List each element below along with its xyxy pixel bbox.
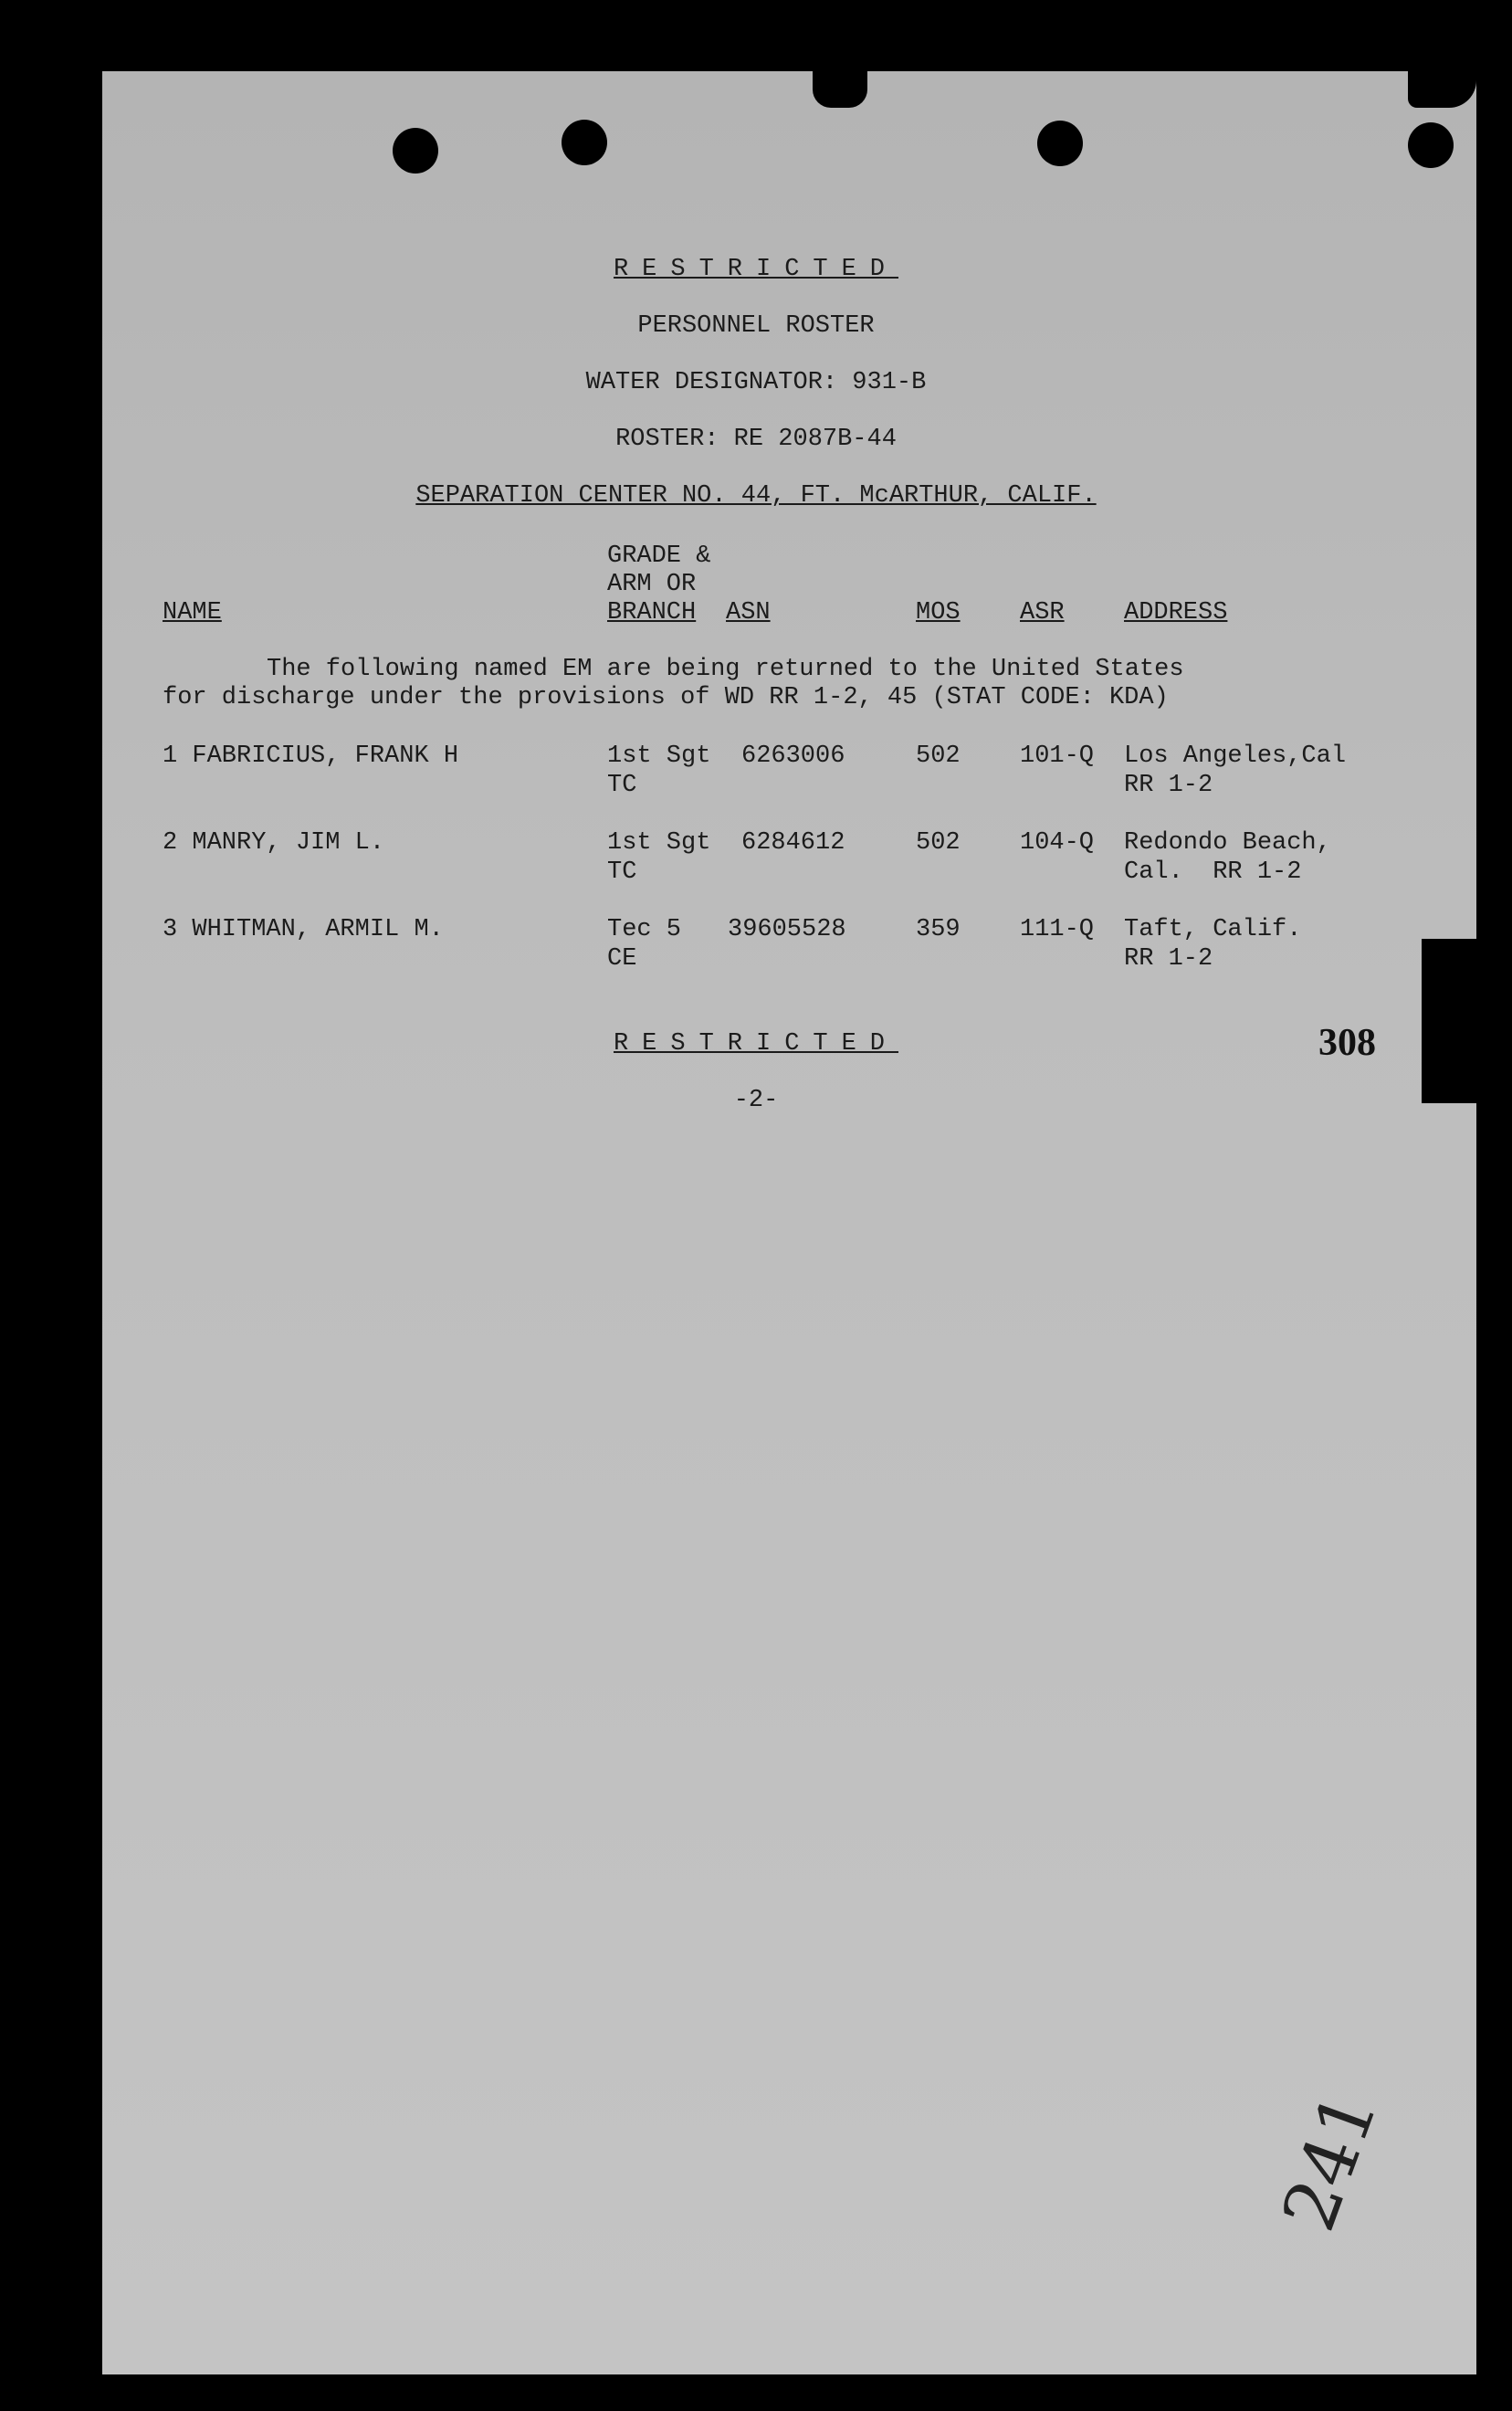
torn-edge bbox=[813, 71, 867, 108]
intro-line-2: for discharge under the provisions of WD RR 1-2, 45 (STAT CODE: KDA) bbox=[163, 684, 1169, 711]
row-asr: 111-Q bbox=[1020, 916, 1095, 943]
doc-type: PERSONNEL ROSTER bbox=[637, 312, 875, 340]
document-paper bbox=[102, 71, 1476, 2374]
row-asn: 39605528 bbox=[728, 916, 846, 943]
row-asr: 101-Q bbox=[1020, 742, 1095, 770]
page-number: -2- bbox=[733, 1087, 779, 1114]
row-mos: 502 bbox=[916, 742, 961, 770]
row-address-line2: RR 1-2 bbox=[1124, 945, 1213, 973]
column-grade-line3: BRANCH bbox=[607, 599, 697, 626]
row-address-line1: Los Angeles,Cal bbox=[1124, 742, 1347, 770]
punch-hole bbox=[1037, 121, 1083, 166]
classification-top: RESTRICTED bbox=[613, 256, 899, 283]
handwritten-number: 241 bbox=[1265, 2080, 1394, 2242]
row-mos: 359 bbox=[916, 916, 961, 943]
row-asn: 6284612 bbox=[741, 829, 845, 857]
row-address-line2: Cal. RR 1-2 bbox=[1124, 858, 1302, 886]
row-name: 1 FABRICIUS, FRANK H bbox=[163, 742, 459, 770]
row-name: 3 WHITMAN, ARMIL M. bbox=[163, 916, 444, 943]
column-asn: ASN bbox=[726, 599, 771, 626]
column-asr: ASR bbox=[1020, 599, 1065, 626]
separation-center: SEPARATION CENTER NO. 44, FT. McARTHUR, CALIF. bbox=[415, 482, 1097, 510]
water-designator: WATER DESIGNATOR: 931-B bbox=[585, 369, 927, 396]
row-grade: Tec 5 bbox=[607, 916, 682, 943]
row-grade: 1st Sgt bbox=[607, 829, 711, 857]
row-branch: CE bbox=[607, 945, 637, 973]
intro-line-1: The following named EM are being returned to the United States bbox=[267, 656, 1184, 683]
roster-number: ROSTER: RE 2087B-44 bbox=[615, 426, 897, 453]
row-address-line1: Redondo Beach, bbox=[1124, 829, 1331, 857]
row-asr: 104-Q bbox=[1020, 829, 1095, 857]
row-address-line1: Taft, Calif. bbox=[1124, 916, 1302, 943]
column-grade-line1: GRADE & bbox=[607, 542, 711, 570]
row-branch: TC bbox=[607, 858, 637, 886]
punch-hole bbox=[1408, 122, 1454, 168]
column-name: NAME bbox=[163, 599, 222, 626]
row-address-line2: RR 1-2 bbox=[1124, 772, 1213, 799]
stamp-number: 308 bbox=[1318, 1022, 1376, 1064]
row-name: 2 MANRY, JIM L. bbox=[163, 829, 385, 857]
column-mos: MOS bbox=[916, 599, 961, 626]
classification-bottom: RESTRICTED bbox=[613, 1030, 899, 1058]
row-asn: 6263006 bbox=[741, 742, 845, 770]
row-grade: 1st Sgt bbox=[607, 742, 711, 770]
column-grade-line2: ARM OR bbox=[607, 571, 697, 598]
row-branch: TC bbox=[607, 772, 637, 799]
row-mos: 502 bbox=[916, 829, 961, 857]
torn-edge bbox=[1422, 939, 1476, 1103]
column-address: ADDRESS bbox=[1124, 599, 1228, 626]
punch-hole bbox=[393, 128, 438, 174]
punch-hole bbox=[562, 120, 607, 165]
torn-edge bbox=[1408, 71, 1476, 108]
